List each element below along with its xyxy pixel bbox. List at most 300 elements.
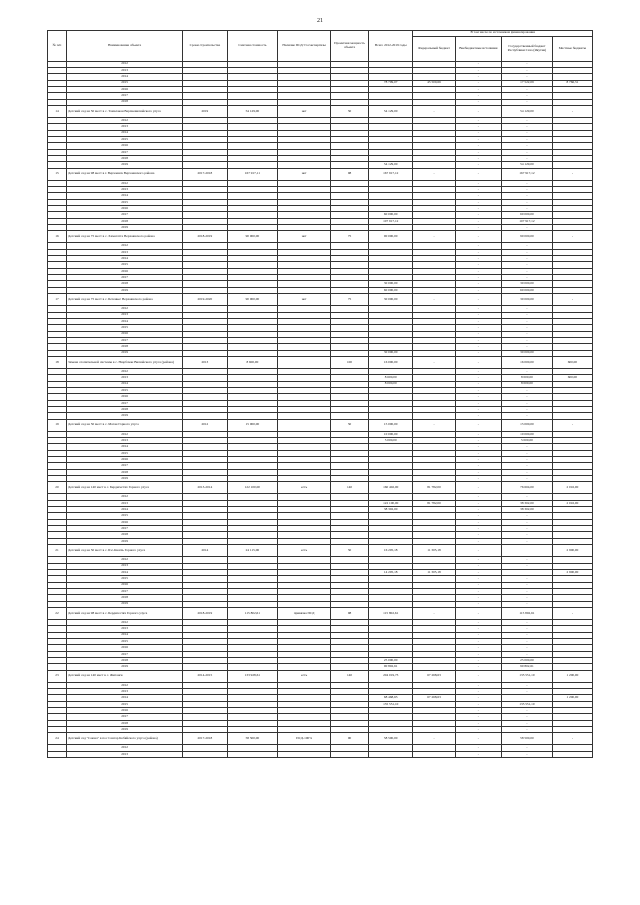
cell-off: - xyxy=(455,513,501,519)
cell-cap: 140 xyxy=(331,482,369,494)
cell-off: - xyxy=(455,231,501,243)
cell-state: - xyxy=(502,206,553,212)
cell-fed: - xyxy=(413,231,455,243)
header-fed: Федеральный бюджет xyxy=(413,36,455,61)
cell-year: 2016 xyxy=(67,645,183,651)
cell-off: - xyxy=(455,199,501,205)
cell-state: - xyxy=(502,513,553,519)
cell-state: 38 302,00 xyxy=(502,507,553,513)
cell-off: - xyxy=(455,406,501,412)
cell-cost: 24 115,06 xyxy=(227,545,278,557)
cell-fed: - xyxy=(413,607,455,619)
cell-fed: 11 305,18 xyxy=(413,569,455,575)
cell-off: - xyxy=(455,582,501,588)
cell-off: - xyxy=(455,344,501,350)
cell-state: 25 000,00 xyxy=(502,657,553,663)
cell-state: 167 917,12 xyxy=(502,168,553,180)
header-group: В том числе по источникам финансирования xyxy=(413,31,593,37)
cell-off: - xyxy=(455,325,501,331)
cell-fed: - xyxy=(413,105,455,117)
cell-state: - xyxy=(502,595,553,601)
cell-state: - xyxy=(502,149,553,155)
object-row xyxy=(48,482,593,494)
cell-year: 2013 xyxy=(67,563,183,569)
cell-local: - xyxy=(552,419,592,431)
cell-off: - xyxy=(455,588,501,594)
cell-off: - xyxy=(455,262,501,268)
cell-state: - xyxy=(502,576,553,582)
cell-off: - xyxy=(455,532,501,538)
cell-year: 2017 xyxy=(67,588,183,594)
cell-off: - xyxy=(455,645,501,651)
cell-year: 2018 xyxy=(67,469,183,475)
cell-state: - xyxy=(502,682,553,688)
cell-cost: 58 500,00 xyxy=(227,733,278,745)
cell-state: 135 551,10 xyxy=(502,670,553,682)
cell-off: - xyxy=(455,670,501,682)
cell-total: 58 500,00 xyxy=(369,733,413,745)
cell-off: - xyxy=(455,601,501,607)
cell-term: 2014 xyxy=(183,545,227,557)
cell-off: - xyxy=(455,632,501,638)
cell-state: 38 302,00 xyxy=(502,500,553,506)
cell-total: 30 000,00 xyxy=(369,281,413,287)
cell-local: - xyxy=(552,607,592,619)
cell-total: 135 551,10 xyxy=(369,701,413,707)
cell-off: - xyxy=(455,187,501,193)
cell-state: - xyxy=(502,243,553,249)
cell-term: 2013 xyxy=(183,356,227,368)
cell-off: - xyxy=(455,318,501,324)
cell-off: - xyxy=(455,708,501,714)
cell-year: 2012 xyxy=(67,61,183,67)
cell-year: 2018 xyxy=(67,406,183,412)
cell-state: 16 000,00 xyxy=(502,356,553,368)
cell-off: - xyxy=(455,337,501,343)
cell-state: - xyxy=(502,708,553,714)
cell-year: 2016 xyxy=(67,268,183,274)
cell-term: 2018-2019 xyxy=(183,231,227,243)
cell-empty xyxy=(48,751,67,757)
cell-year: 2013 xyxy=(67,187,183,193)
cell-cap: 98 xyxy=(331,168,369,180)
cell-state: 17 522,09 xyxy=(502,80,553,86)
cell-year: 2017 xyxy=(67,149,183,155)
cell-off: - xyxy=(455,368,501,374)
cell-state: - xyxy=(502,180,553,186)
cell-fed: - xyxy=(413,733,455,745)
cell-total: 107 917,12 xyxy=(369,218,413,224)
cell-total: 167 917,12 xyxy=(369,168,413,180)
cell-off: - xyxy=(455,350,501,356)
cell-year: 2012 xyxy=(67,431,183,437)
cell-off: - xyxy=(455,476,501,482)
cell-year: 2016 xyxy=(67,143,183,149)
cell-year: 2015 xyxy=(67,262,183,268)
cell-state: - xyxy=(502,469,553,475)
cell-year: 2014 xyxy=(67,381,183,387)
cell-num: 16 xyxy=(48,231,67,243)
cell-state: - xyxy=(502,136,553,142)
cell-year: 2015 xyxy=(67,199,183,205)
cell-num: 14 xyxy=(48,105,67,117)
cell-total: 54 129,00 xyxy=(369,162,413,168)
cell-num: 20 xyxy=(48,482,67,494)
cell-state: - xyxy=(502,494,553,500)
cell-cap: 100 xyxy=(331,356,369,368)
cell-empty xyxy=(183,751,227,757)
cell-off: - xyxy=(455,168,501,180)
cell-cost: 115 802,61 xyxy=(227,607,278,619)
cell-off: - xyxy=(455,268,501,274)
cell-state: - xyxy=(502,450,553,456)
cell-local: 1 200,00 xyxy=(552,670,592,682)
header-psd: Наличие ПСД/ Госэкспертизы xyxy=(278,31,331,62)
cell-off: - xyxy=(455,657,501,663)
cell-state: - xyxy=(502,61,553,67)
cell-local: 2 016,00 xyxy=(552,482,592,494)
cell-name: Детский сад на 140 мест в с. Жиганск xyxy=(67,670,183,682)
cell-state: - xyxy=(502,714,553,720)
cell-term: 2017-2018 xyxy=(183,733,227,745)
cell-local: - xyxy=(552,733,592,745)
cell-off: - xyxy=(455,638,501,644)
cell-local: 1 200,00 xyxy=(552,695,592,701)
cell-num: 15 xyxy=(48,168,67,180)
cell-year: 2012 xyxy=(67,368,183,374)
cell-year: 2014 xyxy=(67,256,183,262)
header-offbudget: Внебюджетные источники xyxy=(455,36,501,61)
cell-psd: нет xyxy=(278,231,331,243)
cell-year: 2018 xyxy=(67,344,183,350)
cell-name: Детский сад на 50 мест в с. Тамалакан Верхневилюйского улуса xyxy=(67,105,183,117)
cell-off: - xyxy=(455,149,501,155)
cell-state: - xyxy=(502,225,553,231)
cell-cap: 90 xyxy=(331,733,369,745)
cell-state: - xyxy=(502,193,553,199)
cell-state: - xyxy=(502,400,553,406)
cell-state: - xyxy=(502,275,553,281)
cell-off: - xyxy=(455,306,501,312)
cell-year: 2013 xyxy=(67,689,183,695)
cell-off: - xyxy=(455,400,501,406)
cell-state: - xyxy=(502,67,553,73)
cell-term: 2019-2020 xyxy=(183,294,227,306)
cell-state: - xyxy=(502,93,553,99)
cell-year: 2012 xyxy=(67,494,183,500)
cell-year: 2017 xyxy=(67,275,183,281)
cell-total: 60 000,00 xyxy=(369,212,413,218)
cell-state: - xyxy=(502,532,553,538)
cell-state: 135 551,10 xyxy=(502,701,553,707)
cell-year: 2014 xyxy=(67,74,183,80)
cell-off: - xyxy=(455,143,501,149)
cell-off: - xyxy=(455,463,501,469)
cell-off: - xyxy=(455,682,501,688)
cell-cap: 50 xyxy=(331,419,369,431)
cell-off: - xyxy=(455,117,501,123)
cell-off: - xyxy=(455,626,501,632)
cell-name: Детский сад на 75 мест в с. Бетенкес Верхоянского района xyxy=(67,294,183,306)
cell-name: Детский сад "Саюна" в пос Сангар Кобяйского улуса (района) xyxy=(67,733,183,745)
cell-state: 15 000,00 xyxy=(502,419,553,431)
cell-year: 2015 xyxy=(67,136,183,142)
cell-psd: есть xyxy=(278,545,331,557)
cell-fed: - xyxy=(413,356,455,368)
cell-state: - xyxy=(502,638,553,644)
cell-off: - xyxy=(455,720,501,726)
cell-total: 8 600,00 xyxy=(369,375,413,381)
cell-cap: 75 xyxy=(331,231,369,243)
cell-num: 18 xyxy=(48,356,67,368)
cell-state: 115 802,61 xyxy=(502,607,553,619)
cell-state: - xyxy=(502,318,553,324)
cell-total: 10 000,00 xyxy=(369,431,413,437)
cell-off: - xyxy=(455,287,501,293)
header-term: Сроки строительства xyxy=(183,31,227,62)
cell-total: 30 000,00 xyxy=(369,294,413,306)
cell-total: 115 802,61 xyxy=(369,607,413,619)
cell-year: 2019 xyxy=(67,601,183,607)
cell-cost: 90 000,00 xyxy=(227,231,278,243)
cell-year: 2012 xyxy=(67,180,183,186)
cell-state: - xyxy=(502,256,553,262)
cell-total: 8 000,00 xyxy=(369,381,413,387)
cell-state: - xyxy=(502,645,553,651)
cell-state: 107 917,12 xyxy=(502,218,553,224)
cell-off: - xyxy=(455,695,501,701)
cell-off: - xyxy=(455,526,501,532)
cell-num: 23 xyxy=(48,670,67,682)
object-row xyxy=(48,294,593,306)
cell-state: - xyxy=(502,331,553,337)
cell-state: - xyxy=(502,413,553,419)
cell-year: 2015 xyxy=(67,80,183,86)
cell-year: 2014 xyxy=(67,318,183,324)
cell-off: - xyxy=(455,130,501,136)
cell-name: Детский сад на 98 мест в с. Бердигестях Горного улуса xyxy=(67,607,183,619)
cell-year: 2015 xyxy=(67,325,183,331)
cell-off: - xyxy=(455,225,501,231)
cell-state: - xyxy=(502,387,553,393)
cell-cap: 140 xyxy=(331,670,369,682)
cell-fed: 67 268,63 xyxy=(413,670,455,682)
cell-term: 2014-2015 xyxy=(183,670,227,682)
object-row xyxy=(48,607,593,619)
cell-year: 2016 xyxy=(67,394,183,400)
cell-year: 2017 xyxy=(67,337,183,343)
cell-term: 2013-2014 xyxy=(183,482,227,494)
cell-empty xyxy=(227,751,278,757)
cell-fed xyxy=(413,751,455,757)
cell-year: 2017 xyxy=(67,651,183,657)
cell-state: - xyxy=(502,368,553,374)
cell-state: 60 000,00 xyxy=(502,287,553,293)
cell-year: 2013 xyxy=(67,67,183,73)
cell-year: 2012 xyxy=(67,745,183,751)
cell-off: - xyxy=(455,61,501,67)
cell-off: - xyxy=(455,482,501,494)
cell-psd: ПСД-100% xyxy=(278,733,331,745)
cell-year: 2013 xyxy=(67,312,183,318)
cell-empty xyxy=(278,751,331,757)
cell-num: 17 xyxy=(48,294,67,306)
cell-state: - xyxy=(502,745,553,751)
cell-year: 2018 xyxy=(67,657,183,663)
cell-year: 2016 xyxy=(67,457,183,463)
object-row xyxy=(48,168,593,180)
cell-year: 2019 xyxy=(67,413,183,419)
object-row xyxy=(48,231,593,243)
cell-state: - xyxy=(502,720,553,726)
cell-name: Детский сад на 50 мест в с. Маган Горного улуса xyxy=(67,419,183,431)
cell-year: 2019 xyxy=(67,225,183,231)
cell-year: 2014 xyxy=(67,444,183,450)
cell-year: 2014 xyxy=(67,569,183,575)
cell-off: - xyxy=(455,607,501,619)
cell-total: 15 000,00 xyxy=(369,419,413,431)
cell-local: - xyxy=(552,105,592,117)
cell-state: - xyxy=(502,557,553,563)
cell-local: 2 016,00 xyxy=(552,500,592,506)
cell-state: - xyxy=(502,563,553,569)
cell-year: 2019 xyxy=(67,664,183,670)
cell-off: - xyxy=(455,500,501,506)
cell-state: - xyxy=(502,582,553,588)
cell-state: - xyxy=(502,727,553,733)
cell-state: - xyxy=(502,306,553,312)
cell-state: - xyxy=(502,249,553,255)
cell-state: 5 000,00 xyxy=(502,438,553,444)
cell-off: - xyxy=(455,714,501,720)
cell-local xyxy=(552,751,592,757)
header-cost: Сметная стоимость xyxy=(227,31,278,62)
cell-psd: есть xyxy=(278,482,331,494)
cell-off: - xyxy=(455,155,501,161)
cell-state: - xyxy=(502,117,553,123)
cell-fed: 67 268,63 xyxy=(413,695,455,701)
cell-state: - xyxy=(502,689,553,695)
cell-cap: 50 xyxy=(331,105,369,117)
cell-year: 2018 xyxy=(67,155,183,161)
cell-year: 2018 xyxy=(67,720,183,726)
cell-state: - xyxy=(502,124,553,130)
cell-total: 54 129,00 xyxy=(369,105,413,117)
cell-total: 160 402,00 xyxy=(369,482,413,494)
cell-year: 2014 xyxy=(67,695,183,701)
header-state: Государственный бюджет Республики Саха (Якутия) xyxy=(502,36,553,61)
cell-local: - xyxy=(552,168,592,180)
cell-off: - xyxy=(455,457,501,463)
cell-year: 2016 xyxy=(67,708,183,714)
cell-total: 16 205,18 xyxy=(369,545,413,557)
cell-off: - xyxy=(455,545,501,557)
object-row xyxy=(48,105,593,117)
cell-cost: 167 917,11 xyxy=(227,168,278,180)
cell-total: 78 709,07 xyxy=(369,80,413,86)
cell-year: 2018 xyxy=(67,99,183,105)
cell-fed: 81 782,00 xyxy=(413,482,455,494)
object-row xyxy=(48,670,593,682)
cell-state: 58 500,00 xyxy=(502,733,553,745)
cell-name: Замена отопительной системы в с. Нюрбачан Вилюйского улуса (района) xyxy=(67,356,183,368)
cell-year: 2017 xyxy=(67,463,183,469)
cell-state: - xyxy=(502,588,553,594)
cell-off: - xyxy=(455,193,501,199)
cell-state: 8 000,00 xyxy=(502,381,553,387)
cell-off: - xyxy=(455,80,501,86)
cell-year: 2018 xyxy=(67,595,183,601)
cell-off: - xyxy=(455,256,501,262)
cell-local: 8 766,31 xyxy=(552,80,592,86)
cell-fed: 11 305,18 xyxy=(413,545,455,557)
cell-state: - xyxy=(502,344,553,350)
cell-term: 2018-2019 xyxy=(183,607,227,619)
cell-off: - xyxy=(455,331,501,337)
cell-off: - xyxy=(455,689,501,695)
cell-off: - xyxy=(455,162,501,168)
cell-state: 30 000,00 xyxy=(502,294,553,306)
cell-state: - xyxy=(502,632,553,638)
cell-year: 2015 xyxy=(67,576,183,582)
cell-off: - xyxy=(455,751,501,757)
cell-state: - xyxy=(502,519,553,525)
cell-year: 2013 xyxy=(67,626,183,632)
header-num: № п/п xyxy=(48,31,67,62)
cell-off: - xyxy=(455,249,501,255)
cell-state: - xyxy=(502,337,553,343)
cell-psd: есть xyxy=(278,670,331,682)
cell-psd: нет xyxy=(278,294,331,306)
cell-cost: 133 928,61 xyxy=(227,670,278,682)
cell-off: - xyxy=(455,569,501,575)
cell-cost: 15 000,00 xyxy=(227,419,278,431)
cell-state: 90 802,61 xyxy=(502,664,553,670)
cell-num: 21 xyxy=(48,545,67,557)
header-name: Наименование объекта xyxy=(67,31,183,62)
cell-off: - xyxy=(455,733,501,745)
cell-off: - xyxy=(455,727,501,733)
table-body xyxy=(48,61,593,758)
cell-year: 2019 xyxy=(67,162,183,168)
cell-state: - xyxy=(502,476,553,482)
cell-off: - xyxy=(455,93,501,99)
cell-off: - xyxy=(455,538,501,544)
cell-year: 2018 xyxy=(67,532,183,538)
cell-off: - xyxy=(455,563,501,569)
cell-year: 2013 xyxy=(67,751,183,757)
cell-state: - xyxy=(502,601,553,607)
cell-local: - xyxy=(552,231,592,243)
cell-year: 2012 xyxy=(67,619,183,625)
cell-name: Детский сад на 50 мест в с. Бэс-Кюёль Горного улуса xyxy=(67,545,183,557)
cell-off: - xyxy=(455,180,501,186)
cell-off: - xyxy=(455,419,501,431)
cell-year: 2017 xyxy=(67,526,183,532)
cell-fed: - xyxy=(413,168,455,180)
cell-year: 2013 xyxy=(67,249,183,255)
cell-state: 30 000,00 xyxy=(502,350,553,356)
cell-psd xyxy=(278,419,331,431)
cell-total: 5 000,00 xyxy=(369,438,413,444)
cell-year: 2013 xyxy=(67,124,183,130)
cell-off: - xyxy=(455,557,501,563)
cell-total: 60 000,00 xyxy=(369,287,413,293)
cell-state: 10 000,00 xyxy=(502,431,553,437)
cell-off: - xyxy=(455,218,501,224)
cell-year: 2019 xyxy=(67,287,183,293)
cell-state: - xyxy=(502,651,553,657)
